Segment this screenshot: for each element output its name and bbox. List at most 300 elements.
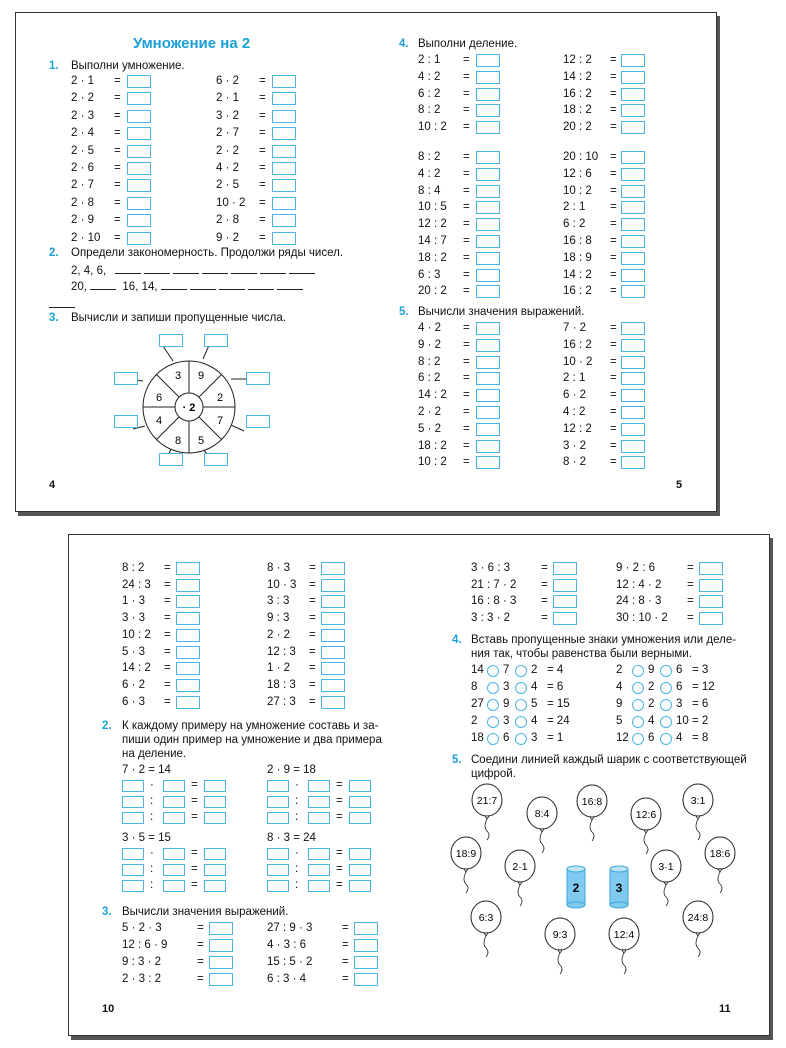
answer-box[interactable] — [354, 939, 378, 952]
answer-box[interactable] — [621, 456, 645, 469]
answer-box[interactable] — [476, 356, 500, 369]
answer-box[interactable] — [354, 956, 378, 969]
answer-box[interactable] — [476, 168, 500, 181]
answer-box[interactable] — [127, 75, 151, 88]
answer-box[interactable] — [127, 214, 151, 227]
equation-box[interactable] — [267, 848, 289, 860]
answer-box[interactable] — [127, 197, 151, 210]
operator: : — [295, 879, 299, 891]
equals-sign: = — [463, 167, 470, 180]
equation-box[interactable] — [349, 864, 371, 876]
equation-box[interactable] — [163, 812, 185, 824]
answer-box[interactable] — [476, 285, 500, 298]
expression: 5 · 3 — [122, 645, 146, 658]
equation-box[interactable] — [122, 880, 144, 892]
answer-box[interactable] — [176, 629, 200, 642]
equation-box[interactable] — [308, 812, 330, 824]
answer-box[interactable] — [127, 145, 151, 158]
equals-sign: = — [309, 645, 316, 658]
expression: 12 : 4 · 2 — [616, 578, 662, 591]
answer-box[interactable] — [176, 696, 200, 709]
equation-box[interactable] — [204, 864, 226, 876]
operator-circle[interactable] — [660, 665, 672, 677]
answer-box[interactable] — [699, 562, 723, 575]
expression: 3 · 3 — [122, 612, 146, 625]
answer-box[interactable] — [621, 88, 645, 101]
equals-sign: = — [463, 251, 470, 264]
equation-box[interactable] — [267, 864, 289, 876]
wheel-answer-box[interactable] — [246, 415, 270, 428]
balloon[interactable] — [469, 783, 505, 841]
answer-box[interactable] — [272, 127, 296, 140]
answer-box[interactable] — [176, 579, 200, 592]
expression: 8 : 2 — [418, 104, 441, 117]
cylinder-number: 3 — [615, 881, 623, 895]
equals-sign: = — [687, 611, 694, 624]
equals-sign: = — [336, 879, 343, 891]
answer-box[interactable] — [553, 579, 577, 592]
number: 6 — [648, 732, 655, 744]
balloon[interactable] — [574, 784, 610, 842]
balloon-label: 24:8 — [687, 912, 709, 924]
operator-circle[interactable] — [487, 665, 499, 677]
expression: 2 : 1 — [563, 372, 586, 385]
equation-box[interactable] — [308, 796, 330, 808]
number-cylinder[interactable] — [609, 865, 629, 909]
expression: 2 · 8 — [216, 214, 240, 227]
equation-box[interactable] — [349, 812, 371, 824]
answer-box[interactable] — [176, 679, 200, 692]
operator-circle[interactable] — [632, 665, 644, 677]
answer-box[interactable] — [354, 973, 378, 986]
answer-box[interactable] — [476, 151, 500, 164]
expression: 27 : 3 — [267, 695, 296, 708]
number-cylinder[interactable] — [566, 865, 586, 909]
answer-box[interactable] — [321, 595, 345, 608]
answer-box[interactable] — [321, 579, 345, 592]
expression: 5 · 2 — [418, 422, 442, 435]
expression: 3 · 2 — [216, 109, 240, 122]
answer-box[interactable] — [699, 612, 723, 625]
balloon[interactable] — [448, 836, 484, 894]
answer-box[interactable] — [321, 629, 345, 642]
answer-box[interactable] — [476, 235, 500, 248]
equation-box[interactable] — [122, 780, 144, 792]
answer-box[interactable] — [621, 285, 645, 298]
operator-circle[interactable] — [632, 733, 644, 745]
equation-box[interactable] — [204, 848, 226, 860]
example-equation: 7 · 2 = 14 — [122, 764, 171, 776]
answer-box[interactable] — [209, 922, 233, 935]
operator-circle[interactable] — [632, 716, 644, 728]
answer-box[interactable] — [127, 162, 151, 175]
expression: 8 : 2 — [418, 355, 441, 368]
sequence-1-start: 2, 4, 6, — [71, 265, 107, 277]
expression: 2 · 7 — [71, 179, 95, 192]
expression: 2 · 1 — [71, 75, 95, 87]
balloon[interactable] — [702, 836, 738, 894]
answer-box[interactable] — [176, 612, 200, 625]
number: 3 — [531, 732, 538, 744]
number: 6 — [676, 664, 683, 676]
expression: 2 · 2 — [267, 628, 291, 641]
answer-box[interactable] — [176, 562, 200, 575]
answer-box[interactable] — [621, 121, 645, 134]
equals-sign: = — [463, 372, 470, 385]
result: = 2 — [692, 715, 709, 727]
btask3-text: Вычисли значения выражений. — [122, 906, 289, 918]
answer-box[interactable] — [176, 662, 200, 675]
answer-box[interactable] — [127, 110, 151, 123]
operator-circle[interactable] — [515, 665, 527, 677]
operator-circle[interactable] — [487, 699, 499, 711]
expression: 18 : 2 — [563, 104, 592, 117]
answer-box[interactable] — [321, 679, 345, 692]
answer-box[interactable] — [272, 232, 296, 245]
answer-box[interactable] — [272, 92, 296, 105]
expression: 2 · 9 — [71, 214, 95, 227]
answer-box[interactable] — [621, 322, 645, 335]
blank[interactable] — [161, 279, 187, 290]
answer-box[interactable] — [321, 662, 345, 675]
answer-box[interactable] — [321, 612, 345, 625]
equation-box[interactable] — [267, 796, 289, 808]
number: 14 — [471, 664, 484, 676]
equals-sign: = — [164, 645, 171, 658]
operator-circle[interactable] — [632, 699, 644, 711]
answer-box[interactable] — [699, 579, 723, 592]
number: 12 — [616, 732, 629, 744]
expression: 16 : 8 · 3 — [471, 595, 517, 607]
answer-box[interactable] — [127, 127, 151, 140]
expression: 9 · 2 : 6 — [616, 562, 655, 574]
result: = 12 — [692, 681, 715, 693]
operator-circle[interactable] — [660, 682, 672, 694]
equation-box[interactable] — [163, 880, 185, 892]
equation-box[interactable] — [204, 880, 226, 892]
answer-box[interactable] — [272, 75, 296, 88]
operator-circle[interactable] — [515, 682, 527, 694]
blank[interactable] — [190, 279, 216, 290]
answer-box[interactable] — [476, 185, 500, 198]
answer-box[interactable] — [476, 54, 500, 67]
number: 5 — [616, 715, 623, 727]
blank[interactable] — [115, 263, 141, 274]
answer-box[interactable] — [476, 372, 500, 385]
expression: 6 · 2 — [122, 678, 146, 691]
number: 2 — [471, 715, 478, 727]
balloon[interactable] — [542, 917, 578, 975]
blank[interactable] — [231, 263, 257, 274]
answer-box[interactable] — [621, 54, 645, 67]
equals-sign: = — [463, 439, 470, 452]
answer-box[interactable] — [621, 406, 645, 419]
equals-sign: = — [541, 595, 548, 607]
btask3-number: 3. — [102, 906, 112, 918]
expression: 9 · 2 — [418, 338, 442, 351]
answer-box[interactable] — [272, 179, 296, 192]
answer-box[interactable] — [476, 440, 500, 453]
equals-sign: = — [309, 578, 316, 591]
answer-box[interactable] — [476, 218, 500, 231]
result: = 6 — [547, 681, 564, 693]
equation-box[interactable] — [204, 812, 226, 824]
equation-box[interactable] — [349, 848, 371, 860]
answer-box[interactable] — [476, 389, 500, 402]
blank[interactable] — [173, 263, 199, 274]
equals-sign: = — [197, 922, 204, 934]
operator-circle[interactable] — [515, 699, 527, 711]
answer-box[interactable] — [621, 168, 645, 181]
blank[interactable] — [49, 297, 75, 308]
equals-sign: = — [342, 956, 349, 968]
task3-text: Вычисли и запиши пропущенные числа. — [71, 312, 286, 324]
answer-box[interactable] — [476, 406, 500, 419]
answer-box[interactable] — [209, 939, 233, 952]
number: 3 — [503, 681, 510, 693]
expression: 9 · 2 — [216, 231, 240, 244]
equals-sign: = — [463, 201, 470, 214]
sequence-row-1 — [71, 263, 318, 278]
answer-box[interactable] — [209, 973, 233, 986]
operator-circle[interactable] — [515, 716, 527, 728]
operator-circle[interactable] — [487, 716, 499, 728]
answer-box[interactable] — [621, 104, 645, 117]
equation-box[interactable] — [163, 780, 185, 792]
btask2-line: К каждому примеру на умножение составь и за- — [122, 720, 379, 732]
answer-box[interactable] — [699, 595, 723, 608]
equation-box[interactable] — [308, 880, 330, 892]
operator-circle[interactable] — [632, 682, 644, 694]
expression: 14 : 2 — [563, 70, 592, 83]
answer-box[interactable] — [476, 121, 500, 134]
answer-box[interactable] — [272, 145, 296, 158]
equals-sign: = — [610, 104, 617, 117]
answer-box[interactable] — [176, 646, 200, 659]
expression: 3 · 2 — [563, 439, 587, 452]
expression: 14 : 2 — [418, 389, 447, 402]
wheel-answer-box[interactable] — [204, 453, 228, 466]
answer-box[interactable] — [621, 185, 645, 198]
blank[interactable] — [219, 279, 245, 290]
answer-box[interactable] — [321, 562, 345, 575]
equals-sign: = — [610, 439, 617, 452]
expression: 2 · 4 — [71, 127, 95, 140]
task5-text: Вычисли значения выражений. — [418, 306, 585, 318]
operator-circle[interactable] — [487, 682, 499, 694]
answer-box[interactable] — [354, 922, 378, 935]
equation-box[interactable] — [122, 848, 144, 860]
operator-circle[interactable] — [660, 716, 672, 728]
wheel-answer-box[interactable] — [246, 372, 270, 385]
answer-box[interactable] — [553, 612, 577, 625]
equals-sign: = — [309, 662, 316, 675]
equals-sign: = — [463, 235, 470, 247]
number: 4 — [648, 715, 655, 727]
answer-box[interactable] — [127, 232, 151, 245]
equals-sign: = — [191, 779, 198, 791]
number: 6 — [676, 681, 683, 693]
blank[interactable] — [289, 263, 315, 274]
equals-sign: = — [610, 54, 617, 66]
answer-box[interactable] — [621, 235, 645, 248]
equals-sign: = — [114, 162, 121, 174]
equals-sign: = — [463, 268, 470, 281]
answer-box[interactable] — [272, 197, 296, 210]
answer-box[interactable] — [476, 423, 500, 436]
equals-sign: = — [463, 456, 470, 469]
wheel-sector: 2 — [216, 392, 224, 404]
equals-sign: = — [336, 863, 343, 875]
balloon[interactable] — [628, 797, 664, 855]
equals-sign: = — [197, 956, 204, 968]
answer-box[interactable] — [176, 595, 200, 608]
blank[interactable] — [144, 263, 170, 274]
answer-box[interactable] — [621, 372, 645, 385]
equals-sign: = — [463, 322, 470, 334]
expression: 10 : 2 — [418, 456, 447, 469]
wheel-answer-box[interactable] — [114, 415, 138, 428]
answer-box[interactable] — [321, 646, 345, 659]
equals-sign: = — [191, 811, 198, 823]
equation-box[interactable] — [308, 780, 330, 792]
blank[interactable] — [277, 279, 303, 290]
blank[interactable] — [260, 263, 286, 274]
equals-sign: = — [463, 104, 470, 117]
balloon[interactable] — [606, 917, 642, 975]
blank[interactable] — [202, 263, 228, 274]
wheel-answer-box[interactable] — [159, 334, 183, 347]
answer-box[interactable] — [621, 201, 645, 214]
expression: 2 · 8 — [71, 196, 95, 209]
answer-box[interactable] — [476, 88, 500, 101]
wheel-answer-box[interactable] — [114, 372, 138, 385]
answer-box[interactable] — [621, 252, 645, 265]
answer-box[interactable] — [476, 252, 500, 265]
balloon[interactable] — [648, 849, 684, 907]
equation-box[interactable] — [122, 812, 144, 824]
equals-sign: = — [259, 196, 266, 209]
expression: 1 · 2 — [267, 662, 291, 675]
answer-box[interactable] — [476, 339, 500, 352]
answer-box[interactable] — [476, 201, 500, 214]
answer-box[interactable] — [621, 389, 645, 402]
equation-box[interactable] — [163, 796, 185, 808]
equation-box[interactable] — [349, 880, 371, 892]
expression: 20 : 2 — [418, 285, 447, 298]
expression: 18 : 2 — [418, 251, 447, 264]
equation-box[interactable] — [349, 796, 371, 808]
equals-sign: = — [336, 795, 343, 807]
operator-circle[interactable] — [660, 733, 672, 745]
equation-box[interactable] — [267, 880, 289, 892]
equals-sign: = — [191, 795, 198, 807]
equation-box[interactable] — [163, 848, 185, 860]
equation-box[interactable] — [308, 848, 330, 860]
equals-sign: = — [309, 695, 316, 708]
answer-box[interactable] — [272, 110, 296, 123]
answer-box[interactable] — [621, 339, 645, 352]
multiplication-wheel — [111, 331, 281, 471]
equation-box[interactable] — [122, 796, 144, 808]
balloon[interactable] — [524, 796, 560, 854]
answer-box[interactable] — [127, 179, 151, 192]
blank[interactable] — [248, 279, 274, 290]
answer-box[interactable] — [621, 423, 645, 436]
equals-sign: = — [164, 562, 171, 574]
equation-box[interactable] — [349, 780, 371, 792]
equation-box[interactable] — [308, 864, 330, 876]
equals-sign: = — [336, 779, 343, 791]
equation-box[interactable] — [122, 864, 144, 876]
expression: 12 : 6 · 9 — [122, 939, 168, 951]
answer-box[interactable] — [476, 71, 500, 84]
equation-box[interactable] — [267, 812, 289, 824]
operator-circle[interactable] — [660, 699, 672, 711]
equals-sign: = — [114, 109, 121, 122]
answer-box[interactable] — [476, 322, 500, 335]
balloon-label: 21:7 — [476, 795, 498, 807]
balloon-label: 9:3 — [552, 929, 568, 941]
result: = 4 — [547, 664, 564, 676]
expression: 1 · 3 — [122, 595, 146, 608]
expression: 2 · 5 — [216, 179, 240, 192]
expression: 30 : 10 · 2 — [616, 611, 668, 624]
answer-box[interactable] — [621, 71, 645, 84]
equation-box[interactable] — [204, 796, 226, 808]
answer-box[interactable] — [127, 92, 151, 105]
blank[interactable] — [90, 279, 116, 290]
answer-box[interactable] — [553, 595, 577, 608]
answer-box[interactable] — [621, 269, 645, 282]
balloon[interactable] — [502, 849, 538, 907]
answer-box[interactable] — [476, 104, 500, 117]
answer-box[interactable] — [209, 956, 233, 969]
operator-circle[interactable] — [515, 733, 527, 745]
wheel-answer-box[interactable] — [159, 453, 183, 466]
answer-box[interactable] — [476, 456, 500, 469]
equals-sign: = — [541, 562, 548, 574]
balloon[interactable] — [680, 900, 716, 958]
equation-box[interactable] — [163, 864, 185, 876]
answer-box[interactable] — [621, 440, 645, 453]
equation-box[interactable] — [204, 780, 226, 792]
equals-sign: = — [114, 75, 121, 87]
equals-sign: = — [463, 218, 470, 231]
page-title: Умножение на 2 — [133, 35, 251, 52]
balloon[interactable] — [468, 900, 504, 958]
result: = 1 — [547, 732, 564, 744]
equals-sign: = — [610, 268, 617, 281]
expression: 18 : 2 — [418, 439, 447, 452]
operator-circle[interactable] — [487, 733, 499, 745]
balloon[interactable] — [680, 783, 716, 841]
expression: 2 : 1 — [563, 201, 586, 214]
answer-box[interactable] — [321, 696, 345, 709]
answer-box[interactable] — [621, 151, 645, 164]
answer-box[interactable] — [272, 214, 296, 227]
answer-box[interactable] — [621, 218, 645, 231]
answer-box[interactable] — [476, 269, 500, 282]
equals-sign: = — [463, 338, 470, 351]
wheel-answer-box[interactable] — [204, 334, 228, 347]
answer-box[interactable] — [272, 162, 296, 175]
equation-box[interactable] — [267, 780, 289, 792]
sequence-2-start: 20, — [71, 281, 87, 293]
number: 9 — [503, 698, 510, 710]
answer-box[interactable] — [553, 562, 577, 575]
answer-box[interactable] — [621, 356, 645, 369]
